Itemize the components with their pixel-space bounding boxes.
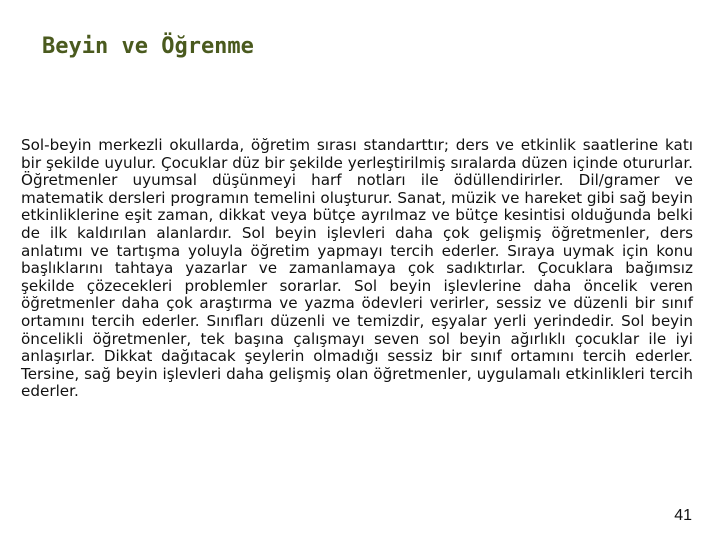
body-paragraph: Sol-beyin merkezli okullarda, öğretim sırası standarttır; ders ve etkinlik saatlerine katı bir şekilde uyulur. Çocuklar düz bir şekilde yerleştirilmiş sıralarda düzen içinde otururlar. Öğretmenler uyumsal düşünmeyi harf notları ile ödüllendirirler. Dil/gramer ve matematik dersleri programın temelini oluşturur. Sanat, müzik ve hareket gibi sağ beyin etkinliklerine eşit zaman, dikkat veya bütçe ayrılmaz ve bütçe kesintisi olduğunda belki de ilk kaldırılan alanlardır. Sol beyin işlevleri daha çok gelişmiş öğretmenler, ders anlatımı ve tartışma yoluyla öğretim yapmayı tercih ederler. Sıraya uymak için konu başlıklarını tahtaya yazarlar ve zamanlamaya çok sadıktırlar. Çocuklara bağımsız şekilde çözecekleri problemler sorarlar. Sol beyin işlevlerine daha öncelik veren öğretmenler daha çok araştırma ve yazma ödevleri verirler, sessiz ve düzenli bir sınıf ortamını tercih ederler. Sınıfları düzenli ve temizdir, eşyalar yerli yerindedir. Sol beyin öncelikli öğretmenler, tek başına çalışmayı seven sol beyin ağırlıklı çocuklar ile iyi anlaşırlar. Dikkat dağıtacak şeylerin olmadığı sessiz bir sınıf ortamını tercih ederler. Tersine, sağ beyin işlevleri daha gelişmiş olan öğretmenler, uygulamalı etkinlikleri tercih ederler.: [21, 136, 693, 401]
slide-title: Beyin ve Öğrenme: [42, 34, 254, 59]
page-number: 41: [674, 507, 692, 524]
